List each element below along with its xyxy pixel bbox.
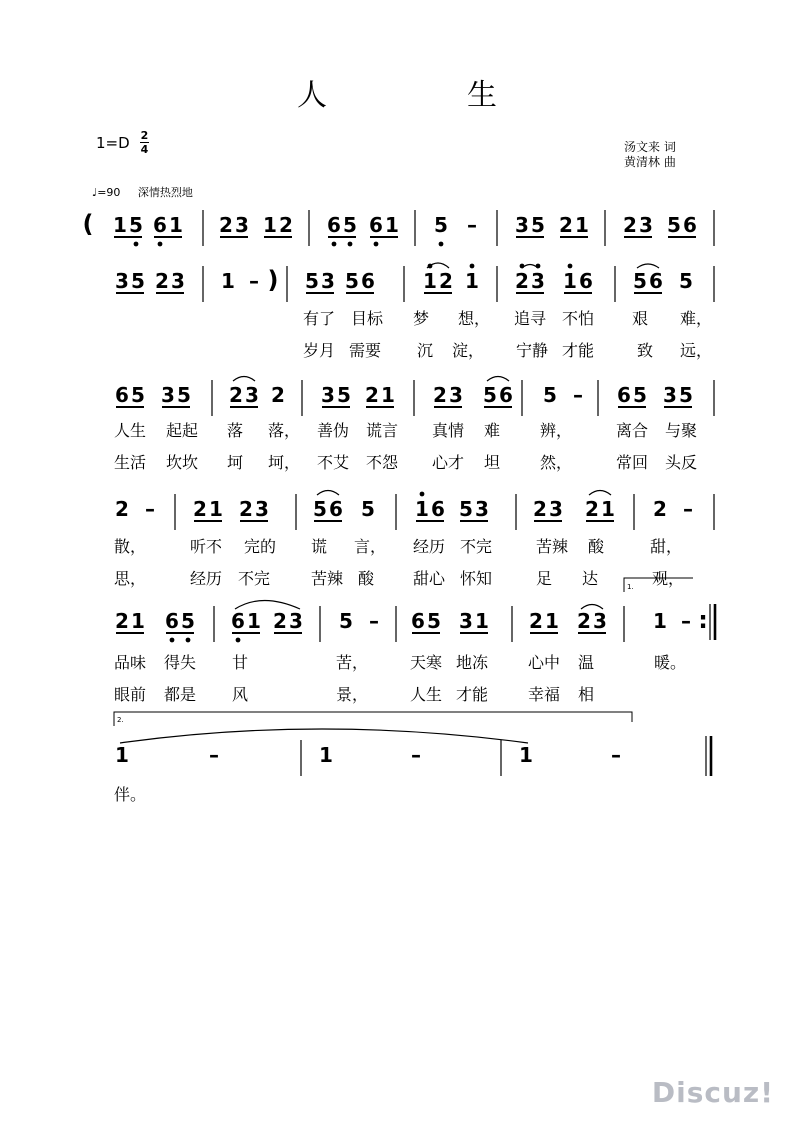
note-digit: 1 (319, 743, 333, 767)
low-octave-dot (348, 242, 353, 247)
note-digit: 6 (579, 269, 593, 293)
note-digit: 6 (649, 269, 663, 293)
lyric-text: 头反 (665, 453, 698, 472)
expression-marking: 深情热烈地 (137, 186, 193, 199)
lyric-text: 景， (336, 685, 369, 704)
lyric-text: 怀知 (460, 569, 493, 588)
note-digit: 5 (427, 609, 441, 633)
note-digit: 5 (129, 213, 143, 237)
lyric-text: 坦 (484, 453, 501, 472)
lyric-text: 人生 (114, 421, 147, 440)
note-digit: 1 (545, 609, 559, 633)
note-digit: 5 (131, 383, 145, 407)
lyric-text: 辨， (540, 421, 573, 440)
lyric-text: 不怨 (366, 453, 399, 472)
lyric-text: 谎言 (366, 421, 399, 440)
note-digit: 3 (245, 383, 259, 407)
note-digit: 6 (115, 383, 129, 407)
note-digit: 3 (449, 383, 463, 407)
lyric-text: 难， (680, 309, 713, 328)
note-digit: 2 (433, 383, 447, 407)
note-digit: 1 (653, 609, 667, 633)
note-digit: 1 (475, 609, 489, 633)
volta-label-1: 1. (627, 583, 634, 591)
note-digit: 1 (575, 213, 589, 237)
note-digit: 1 (423, 269, 437, 293)
note-digit: 2 (653, 497, 667, 521)
note-digit: 3 (255, 497, 269, 521)
notation-symbol: : (698, 606, 708, 634)
lyric-text: 宁静 (516, 341, 549, 360)
title-char-2: 生 (467, 78, 497, 113)
note-digit: 1 (385, 213, 399, 237)
lyric-text: 达 (582, 569, 599, 588)
lyric-text: 品味 (114, 653, 147, 672)
tie-slur (120, 729, 528, 743)
lyric-text: 沉 (417, 341, 434, 360)
note-digit: 1 (601, 497, 615, 521)
dash-note: – (145, 497, 155, 521)
lyric-text: 人生 (410, 685, 443, 704)
note-digit: 3 (321, 269, 335, 293)
note-digit: 2 (577, 609, 591, 633)
note-digit: 1 (221, 269, 235, 293)
lyric-text: 坎坎 (166, 453, 199, 472)
note-digit: 1 (263, 213, 277, 237)
lyric-text: 心中 (528, 653, 561, 672)
lyric-text: 酸 (358, 569, 375, 588)
slur (522, 265, 538, 269)
note-digit: 1 (131, 609, 145, 633)
lyric-text: 伴。 (114, 785, 147, 804)
lyric-text: 天寒 (410, 653, 443, 672)
note-digit: 1 (381, 383, 395, 407)
note-digit: 1 (519, 743, 533, 767)
note-digit: 5 (339, 609, 353, 633)
note-digit: 3 (515, 213, 529, 237)
note-digit: 6 (499, 383, 513, 407)
note-digit: 1 (465, 269, 479, 293)
note-digit: 3 (115, 269, 129, 293)
volta-label-2: 2. (117, 716, 124, 724)
note-digit: 5 (633, 383, 647, 407)
note-digit: 3 (475, 497, 489, 521)
note-digit: 6 (329, 497, 343, 521)
notation-symbol: ) (267, 266, 279, 294)
note-digit: 1 (209, 497, 223, 521)
note-digit: 3 (663, 383, 677, 407)
slur (235, 601, 300, 610)
note-digit: 5 (483, 383, 497, 407)
note-digit: 2 (279, 213, 293, 237)
lyric-text: 不艾 (317, 453, 350, 472)
note-digit: 2 (585, 497, 599, 521)
lyric-text: 才能 (562, 341, 595, 360)
note-digit: 5 (337, 383, 351, 407)
note-digit: 3 (593, 609, 607, 633)
composer-credit: 黄清林 曲 (624, 155, 676, 169)
lyric-text: 甜心 (413, 569, 446, 588)
high-octave-dot (470, 264, 475, 269)
lyric-text: 完的 (244, 537, 277, 556)
lyric-text: 真情 (432, 421, 465, 440)
lyric-text: 足 (536, 569, 553, 588)
lyric-text: 不怕 (562, 309, 595, 328)
dash-note: – (467, 213, 477, 237)
lyric-text: 不完 (238, 569, 271, 588)
note-digit: 3 (531, 269, 545, 293)
lyric-text: 与聚 (665, 421, 698, 440)
lyric-text: 远， (680, 341, 713, 360)
note-digit: 5 (633, 269, 647, 293)
tempo-value: ♩=90 (92, 186, 121, 199)
lyric-text: 温 (578, 653, 595, 672)
slur (487, 377, 509, 382)
dash-note: – (683, 497, 693, 521)
lyric-text: 有了 (303, 309, 336, 328)
key-signature: 1=D (96, 134, 130, 152)
note-digit: 2 (155, 269, 169, 293)
lyric-text: 经历 (413, 537, 446, 556)
dash-note: – (681, 609, 691, 633)
note-digit: 2 (115, 497, 129, 521)
note-digit: 2 (219, 213, 233, 237)
note-digit: 5 (679, 383, 693, 407)
dash-note: – (209, 743, 219, 767)
dash-note: – (611, 743, 621, 767)
title-char-1: 人 (297, 78, 327, 113)
note-digit: 5 (313, 497, 327, 521)
note-digit: 5 (543, 383, 557, 407)
note-digit: 2 (559, 213, 573, 237)
lyric-text: 目标 (351, 309, 384, 328)
slur (589, 491, 611, 496)
note-digit: 5 (679, 269, 693, 293)
lyric-text: 苦辣 (311, 569, 344, 588)
note-digit: 5 (345, 269, 359, 293)
note-digit: 6 (617, 383, 631, 407)
volta-bracket-2 (114, 712, 632, 726)
note-digit: 6 (411, 609, 425, 633)
lyric-text: 梦 (413, 309, 430, 328)
dash-note: – (573, 383, 583, 407)
lyric-text: 坷 (227, 453, 244, 472)
note-digit: 3 (459, 609, 473, 633)
lyric-text: 起起 (166, 421, 199, 440)
note-digit: 1 (115, 743, 129, 767)
note-digit: 2 (229, 383, 243, 407)
time-sig-bottom: 4 (140, 143, 149, 156)
lyric-text: 追寻 (514, 309, 547, 328)
note-digit: 6 (361, 269, 375, 293)
note-digit: 2 (273, 609, 287, 633)
note-digit: 2 (365, 383, 379, 407)
low-octave-dot (236, 638, 241, 643)
lyric-text: 不完 (460, 537, 493, 556)
lyric-text: 想， (458, 309, 491, 328)
low-octave-dot (374, 242, 379, 247)
note-digit: 2 (623, 213, 637, 237)
lyric-text: 甜， (650, 537, 683, 556)
lyric-text: 致 (637, 341, 654, 360)
note-digit: 5 (667, 213, 681, 237)
note-digit: 2 (271, 383, 285, 407)
dash-note: – (249, 269, 259, 293)
note-digit: 6 (683, 213, 697, 237)
note-digit: 2 (193, 497, 207, 521)
lyric-text: 谎 (311, 537, 328, 556)
low-octave-dot (332, 242, 337, 247)
note-digit: 5 (531, 213, 545, 237)
note-digit: 6 (153, 213, 167, 237)
lyric-text: 听不 (190, 537, 223, 556)
lyric-text: 生活 (114, 453, 147, 472)
note-digit: 6 (231, 609, 245, 633)
lyric-text: 甘 (232, 653, 249, 672)
lyric-text: 才能 (456, 685, 489, 704)
high-octave-dot (568, 264, 573, 269)
lyric-text: 苦辣 (536, 537, 569, 556)
lyric-text: 淀， (452, 341, 485, 360)
lyric-text: 然， (540, 453, 573, 472)
lyric-text: 地冻 (456, 653, 489, 672)
lyric-text: 艰 (632, 309, 649, 328)
lyric-text: 离合 (616, 421, 649, 440)
low-octave-dot (186, 638, 191, 643)
lyric-text: 散， (114, 537, 147, 556)
note-digit: 2 (439, 269, 453, 293)
note-digit: 5 (177, 383, 191, 407)
low-octave-dot (134, 242, 139, 247)
note-digit: 1 (563, 269, 577, 293)
lyric-text: 观， (652, 569, 685, 588)
note-digit: 2 (239, 497, 253, 521)
note-digit: 5 (343, 213, 357, 237)
lyric-text: 善伪 (317, 421, 350, 440)
lyric-text: 酸 (588, 537, 605, 556)
note-digit: 3 (235, 213, 249, 237)
note-digit: 3 (549, 497, 563, 521)
lyric-text: 落 (227, 421, 244, 440)
lyric-text: 难 (484, 421, 501, 440)
lyric-text: 得失 (164, 653, 197, 672)
time-sig-top: 2 (140, 129, 149, 142)
lyric-text: 言， (354, 537, 387, 556)
note-digit: 2 (533, 497, 547, 521)
note-digit: 6 (165, 609, 179, 633)
note-digit: 6 (431, 497, 445, 521)
note-digit: 2 (529, 609, 543, 633)
slur (233, 377, 255, 382)
lyric-text: 暖。 (654, 653, 687, 672)
lyric-text: 落， (268, 421, 301, 440)
notation-symbol: ( (82, 210, 94, 238)
dash-note: – (369, 609, 379, 633)
lyric-text: 坷， (268, 453, 301, 472)
lyric-text: 岁月 (303, 341, 336, 360)
note-digit: 5 (131, 269, 145, 293)
lyric-text: 需要 (349, 341, 382, 360)
note-digit: 3 (639, 213, 653, 237)
note-digit: 2 (115, 609, 129, 633)
note-digit: 5 (361, 497, 375, 521)
lyric-text: 心才 (432, 453, 465, 472)
lyric-text: 苦， (336, 653, 369, 672)
low-octave-dot (158, 242, 163, 247)
note-digit: 5 (434, 213, 448, 237)
watermark-logo: Discuz! (651, 1076, 774, 1109)
note-digit: 6 (369, 213, 383, 237)
note-digit: 1 (247, 609, 261, 633)
note-digit: 3 (171, 269, 185, 293)
lyric-text: 幸福 (528, 685, 561, 704)
note-digit: 3 (161, 383, 175, 407)
high-octave-dot (420, 492, 425, 497)
note-digit: 5 (181, 609, 195, 633)
low-octave-dot (170, 638, 175, 643)
dash-note: – (411, 743, 421, 767)
lyric-text: 相 (578, 685, 595, 704)
lyric-text: 常回 (616, 453, 649, 472)
lyric-text: 经历 (190, 569, 223, 588)
note-digit: 3 (289, 609, 303, 633)
low-octave-dot (439, 242, 444, 247)
note-digit: 1 (113, 213, 127, 237)
note-digit: 1 (415, 497, 429, 521)
note-digit: 3 (321, 383, 335, 407)
slur (637, 264, 659, 268)
lyric-text: 风 (232, 685, 249, 704)
slur (317, 491, 339, 496)
lyric-text: 思， (114, 569, 147, 588)
lyric-text: 都是 (164, 685, 197, 704)
note-digit: 5 (459, 497, 473, 521)
lyric-text: 眼前 (114, 685, 147, 704)
lyricist-credit: 汤文来 词 (624, 140, 676, 154)
note-digit: 6 (327, 213, 341, 237)
note-digit: 5 (305, 269, 319, 293)
note-digit: 2 (515, 269, 529, 293)
note-digit: 1 (169, 213, 183, 237)
